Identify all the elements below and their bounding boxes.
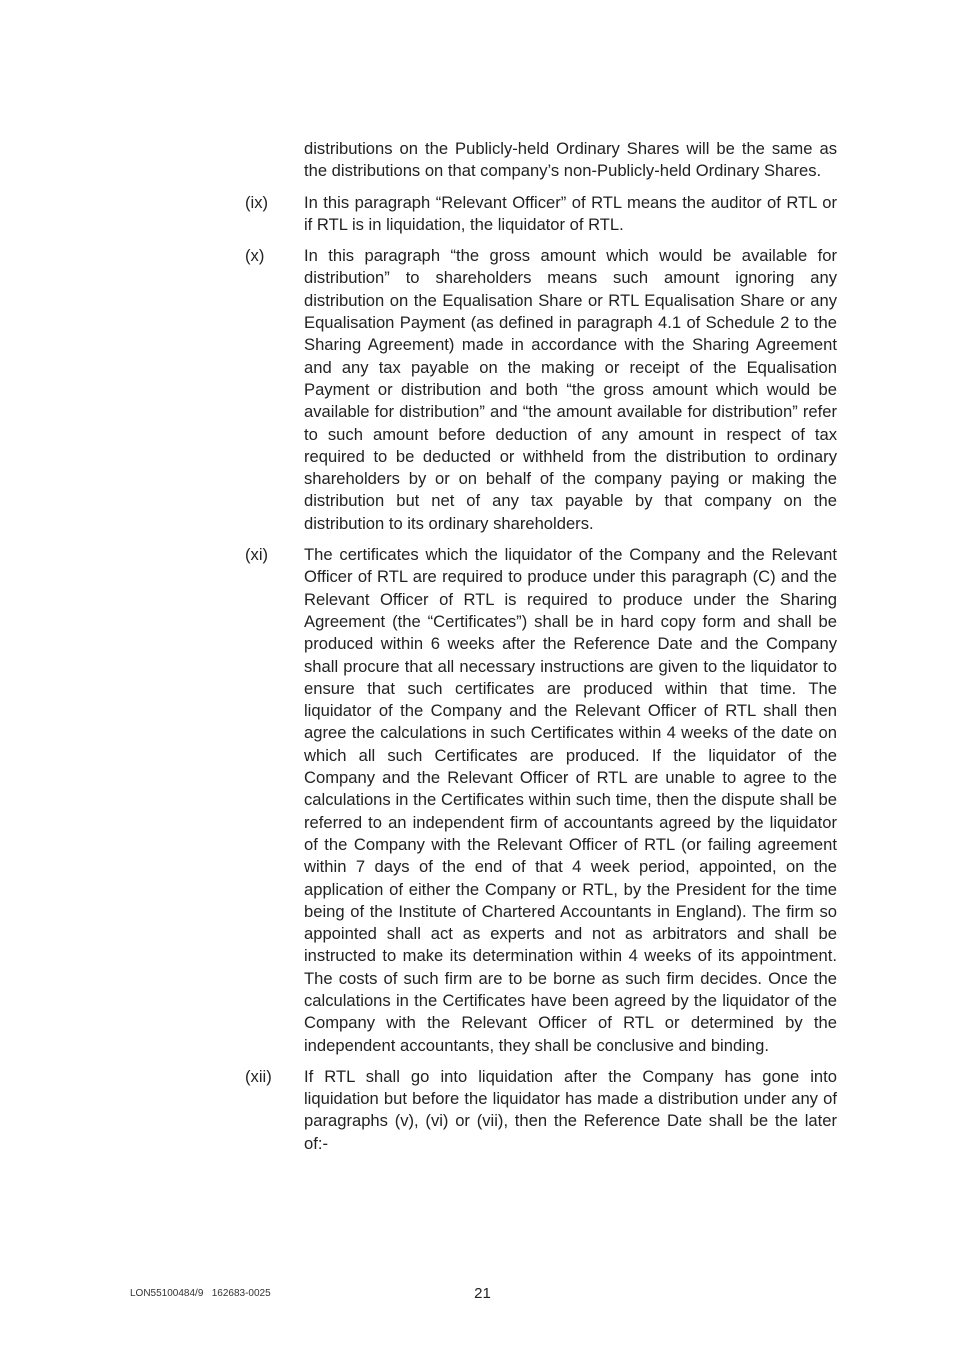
paragraph-number: (xii)	[245, 1066, 272, 1086]
paragraph-number: (ix)	[245, 192, 269, 212]
paragraph-continuation	[245, 138, 837, 183]
body-text	[245, 138, 837, 1164]
paragraph-text: The certificates which the liquidator of the Company and the Relevant Officer of RTL are required to produce under this paragraph (C) and the Relevant Officer of RTL is required to produce under the Sharing Agreement (the “Certificates”) shall be in hard copy form and shall be produced within 6 weeks after the Reference Date and the Company shall procure that all necessary instructions are given to the liquidator to ensure that such certificates are produced within that time. The liquidator of the Company and the Relevant Officer of RTL shall then agree the calculations in such Certificates within 4 weeks of the date on which all such Certificates are produced. If the liquidator of the Company and the Relevant Officer of RTL are unable to agree to the calculations in the Certificates within such time, then the dispute shall be referred to an independent firm of accountants agreed by the liquidator of the Company with the Relevant Officer of RTL (or failing agreement within 7 days of the end of that 4 week period, appointed, on the application of either the Company or RTL, by the President for the time being of the Institute of Chartered Accountants in England). The firm so appointed shall act as experts and not as arbitrators and shall be instructed to make its determination within 4 weeks of its appointment. The costs of such firm are to be borne as such firm decides. Once the calculations in the Certificates have been agreed by the liquidator of the Company with the Relevant Officer of RTL or determined by the independent accountants, they shall be conclusive and binding.	[304, 545, 837, 1055]
paragraph-text: In this paragraph “the gross amount which would be available for distribution” to shareholders means such amount ignoring any distribution on the Equalisation Share or RTL Equalisation Share or any Equalisation Payment (as defined in paragraph 4.1 of Schedule 2 to the Sharing Agreement) made in accordance with the Sharing Agreement and any tax payable on the making or receipt of the Equalisation Payment or distribution and both “the gross amount which would be available for distribution” and “the amount available for distribution” refer to such amount before deduction of any amount in respect of tax required to be deducted or withheld from the distribution to ordinary shareholders by or on behalf of the company paying or making the distribution but net of any tax payable by that company on the distribution to its ordinary shareholders.	[304, 246, 837, 533]
paragraph-text: If RTL shall go into liquidation after the Company has gone into liquidation but before the liquidator has made a distribution under any of paragraphs (v), (vi) or (vii), then the Reference Date shall be the later of:-	[304, 1066, 837, 1153]
paragraph-text: In this paragraph “Relevant Officer” of RTL means the auditor of RTL or if RTL is in liquidation, the liquidator of RTL.	[304, 192, 837, 234]
paragraph-x	[245, 245, 837, 535]
paragraph-number	[245, 138, 304, 183]
paragraph-xi	[245, 544, 837, 1057]
paragraph-text: distributions on the Publicly-held Ordinary Shares will be the same as the distributions on that company’s non-Publicly-held Ordinary Shares.	[304, 139, 837, 181]
paragraph-number: (x)	[245, 246, 265, 266]
page-number: 21	[474, 1285, 491, 1302]
paragraph-ix	[245, 192, 837, 237]
paragraph-number: (xi)	[245, 545, 269, 565]
footer-document-reference: LON55100484/9 162683-0025	[130, 1288, 271, 1299]
paragraph-xii	[245, 1066, 837, 1155]
